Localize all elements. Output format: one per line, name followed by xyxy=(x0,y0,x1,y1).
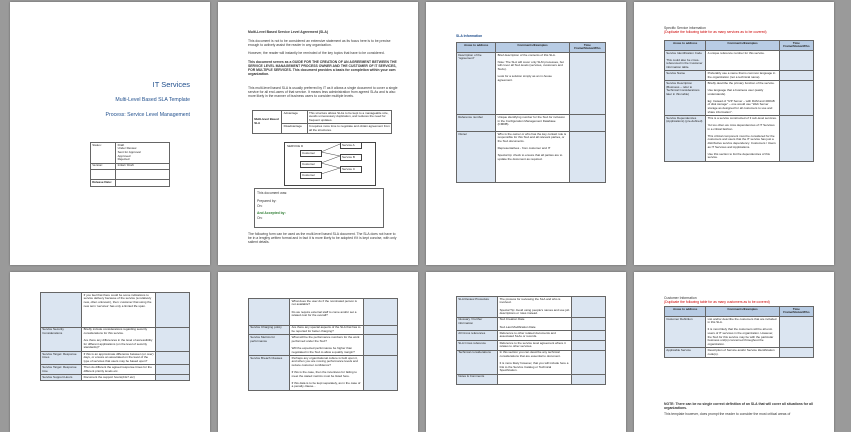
table-row: All Cross references Reference to other related documents and associated SLAs or records. xyxy=(457,330,606,340)
table-row: If you feel that there could be some indications to service delivery because of the service (a relatively new, often unknown), then: customer that using the new term 'services' has only a limited life span. xyxy=(41,293,190,328)
customer-table: Areas to address Comments/Examples Time Frame/Status/Who Customer Definition List and/or describe the customers that are included in this SLA. It is most likely that the customers will be all end-users of IT services in the organization. However, the SLA for this service may be with the particular business unit(s) concerned throughout the organization. Applicable Service Description of Service and/or Service Identification code(s). xyxy=(664,306,814,358)
service-table-cont-1 xyxy=(40,292,190,381)
table-row: Glossary / Further information SLA Creation Date SLA Last Modification Date xyxy=(457,317,606,330)
adv-disadvantage-text: It requires more time to negotiate and obtain agreement from all the structures. xyxy=(308,124,390,132)
table-row: Service Metrics for performance What will be the performance numbers for the work performed under the SLA? Will the expected performance be higher than negotiated in the SLA to allow a quality margin? xyxy=(249,335,398,356)
table-row: Service Security Considerations Briefly include considerations regarding security considerations for this service. Are there any differences in the level of accessibility for different applications (on the level of security standards)? xyxy=(41,327,190,351)
sign-line-5: On: xyxy=(257,216,263,220)
table-row: Applicable Service Description of Service and/or Service Identification code(s). xyxy=(665,348,814,358)
version-value: Initial / Draft xyxy=(116,163,170,169)
cover-subtitle: Multi-Level Based SLA Template xyxy=(115,97,190,103)
diagram-customer-1: Customer xyxy=(300,150,322,157)
page-service-continued-2 xyxy=(218,272,418,432)
table-row: Service Target: Response times If this is an approximate difference between (or over) days, or ensure an associated on the level of the type of services that users may be based upon? xyxy=(41,351,190,364)
table-row: Service Identification Code This could also be cross-referenced in the Customer information table. A unique reference number for this service. xyxy=(665,50,814,71)
sla-info-heading: SLA Information xyxy=(456,34,483,38)
cover-info-table xyxy=(90,142,170,187)
page-service-continued-1 xyxy=(10,272,210,432)
col-timeframe: Time Frame/Status/Who xyxy=(569,43,605,53)
col-areas: Areas to address xyxy=(457,43,496,53)
cover-process: Process: Service Level Management xyxy=(105,112,190,118)
service-table-cont-2 xyxy=(248,298,398,391)
table-row: Service Breach Clauses Perhaps any organizational culture is built upon it, and when you are moving performance levels and reduce customer confidence? If this is the case, then the incentives for failing to meet the stated metrics must be listed here. If this data is to be kept separately, as in the case of a penalty clause... xyxy=(249,355,398,390)
release-date-label: Release Date: xyxy=(91,180,116,186)
page-customer-information xyxy=(634,272,834,432)
sla-info-table xyxy=(456,42,606,183)
table-row: Notes & Comments xyxy=(457,374,606,385)
blank-label xyxy=(91,169,116,180)
sign-line-4: And Accepted by: xyxy=(257,211,286,215)
table-row: Description of the "agreement" Brief description of the contents of this SLA. Note: The SLA will cover only SLM processes, but will cover all SLA levels (services, customers and SLAs). Look for a solution simply as an in-house agreement. xyxy=(457,52,606,115)
sign-line-3: On: xyxy=(257,204,263,208)
intro-p3: This document serves as a GUIDE FOR THE CREATION OF AN AGREEMENT BETWEEN THE SERVICE LEVEL MANAGEMENT PROCESS OWNER AND THE CUSTOMER OF IT SERVICES, FOR MULTIPLE SERVICES. This document provides a basis for completion within your own organization. xyxy=(248,60,397,76)
page-sla-information xyxy=(426,2,626,265)
status-label: Status: xyxy=(91,143,116,164)
service-heading: Specific Service information xyxy=(664,26,706,30)
table-row: Service Charging policy Are there any special aspects of the SLA that has to be reported for better charging? xyxy=(249,325,398,335)
table-row: Service Target: Response time Then do different the agreed response times for the different priority levels etc. xyxy=(41,365,190,375)
version-label: Version: xyxy=(91,163,116,169)
sign-line-1: This document was: xyxy=(257,191,288,195)
cover-title: IT Services xyxy=(152,80,190,89)
sla-review-table xyxy=(456,296,606,385)
adv-advantage-text: This structure allows SLAs to be kept to a manageable size, avoids unnecessary duplication, and reduces the need for frequent updates. xyxy=(307,111,391,124)
col-comments: Comments/Examples xyxy=(496,43,569,53)
intro-heading: Multi-Level Based Service Level Agreement (SLA) xyxy=(248,30,328,34)
table-row: SLA Review Procedure The process for reviewing the SLA and who is involved. Special Tip: Avoid using people's names and use job descriptions or roles instead. xyxy=(457,297,606,318)
diagram-service-c: Service C xyxy=(340,166,362,173)
signature-box xyxy=(254,188,384,228)
table-row: Service Support Hours Document the support hours(24x7 etc) xyxy=(41,374,190,380)
diagram-service-b: Service B xyxy=(340,154,362,161)
page-sla-review xyxy=(426,272,626,432)
intro-p1: This document is not to be considered an extensive statement as its focus here is to be precise enough to actively assist the reader in any organization. xyxy=(248,39,391,47)
diagram-customer-3: Customer xyxy=(300,172,322,179)
table-row: Owner Who is the owner or who has the key contact role is responsible for this SLA and all relevant parties, or the SLA documents. Representatives - from customer and IT Special tip: check to ensure that all parties are to update the document as required. xyxy=(457,131,606,182)
adv-advantage-label: Advantage xyxy=(282,111,307,124)
customer-footnote-2: This template however, does prompt the reader to consider the most critical areas of xyxy=(664,412,791,416)
release-date-value xyxy=(116,180,170,186)
status-value: Draft Under Review Sent for Approval Approved Rejected xyxy=(116,143,170,164)
page-specific-service xyxy=(634,2,834,265)
blank-value xyxy=(116,169,170,180)
adv-label: Multi-level Based SLA xyxy=(253,111,282,134)
customer-heading: Customer Information xyxy=(664,296,697,300)
intro-p2: However, the reader will instantly be reminded of the key topics that have to be considered. xyxy=(248,51,385,55)
service-note: (Duplicate the following table for as many services as to be covered) xyxy=(664,30,767,34)
service-table: Areas to address Comments/Examples Time Frame/Status/Who Service Identification Code This could also be cross-referenced in the Customer information table. A unique reference number for this service. Service Name Preferably use a name that is common language in the organization (not a technical name). Service Description (Business – refer to Technical Considerations later in this table) Briefly describe the primary function of the service. Use language that a business user (easily understands). Eg: Instead of "IVP Server – with RAM and 400GB of disk storage" – one would use "Web Server storage as designed for all customers to use and share information". Service Dependencies (Applications) (pre-defined) This is a service constructed of 3 sub-level services. Yet too often we miss dependencies of IT Services in a critical fashion. This critical component must be considered for the customers and users that the IT service has just a distributive service dependency. Customers / Users as IT Services and Applications. Use this section to list the dependencies of this service. xyxy=(664,40,814,162)
sign-line-2: Prepared by: xyxy=(257,199,277,203)
table-row: Service Dependencies (Applications) (pre-defined) This is a service constructed of 3 sub-level services. Yet too often we miss dependencies of IT Services in a critical fashion. This critical component must be considered for the customers and users that the IT service has just a distributive service dependency. Customers / Users as IT Services and Applications. Use this section to list the dependencies of this service. xyxy=(665,116,814,162)
diagram-service-label: SERVICE D xyxy=(287,144,304,148)
table-row: Service Description (Business – refer to Technical Considerations later in this table) Briefly describe the primary function of the service. Use language that a business user (easily understands). Eg: Instead of "IVP Server – with RAM and 400GB of disk storage" – one would use "Web Server storage as designed for all customers to use and share information". xyxy=(665,81,814,116)
intro-footer: The following form can be used as the multi-level based SLA document. The SLA does not have to be in a lengthy written format and in fact it is more likely to be adopted if it is kept concise, with only salient details. xyxy=(248,232,397,244)
table-row: SLA Cross reference Reference to the service level agreement where it relates to other services. xyxy=(457,340,606,350)
adv-disadvantage-label: Disadvantage xyxy=(282,124,307,134)
diagram-service-a: Service A xyxy=(340,142,362,149)
intro-p4: This multi-level based SLA is usually preferred by IT as it allows a single document to cover a single service for all end-users of that service. It means less administration from agreed SLAs and is also more likely in the manner of business users to consider multiple levels. xyxy=(248,86,398,98)
table-row: What does the user do if the nominated person is not available? Do we require external staff to come and/or set a related cost for the overall? xyxy=(249,299,398,326)
diagram-customer-2: Customer xyxy=(300,161,322,168)
customer-footnote-1: NOTE: There can be no single correct definition of an SLA that will cover all situations for all organizations. xyxy=(664,402,813,410)
customer-note: (Duplicate the following table for as many customers as to be covered) xyxy=(664,300,770,304)
table-row: Reference number Unique identifying number for the SLA for inclusion in the Configuration Management Database (CMDB). xyxy=(457,115,606,132)
table-row: Customer Definition List and/or describe the customers that are included in this SLA. It is most likely that the customers will be all end-users of IT services in the organization. However, the SLA for this service may be with the particular business unit(s) concerned throughout the organization. xyxy=(665,316,814,347)
table-row: Technical considerations In this section you can describe any technical considerations that are essential to document. It is more likely however, that you will include here a link to the Service Catalog or Technical Specification. xyxy=(457,350,606,374)
page-intro xyxy=(218,2,418,265)
page-cover xyxy=(10,2,210,265)
table-row: Service Name Preferably use a name that is common language in the organization (not a technical name). xyxy=(665,71,814,81)
